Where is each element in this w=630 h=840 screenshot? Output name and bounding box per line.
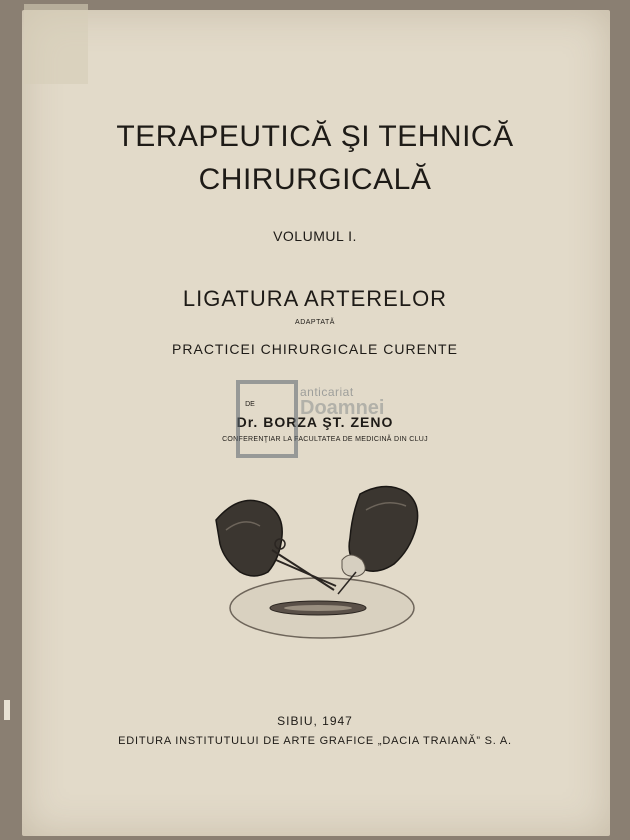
author-position: CONFERENŢIAR LA FACULTATEA DE MEDICINĂ DIN CLUJ <box>222 436 428 443</box>
adapted-label: ADAPTATĂ <box>295 319 335 326</box>
by-label: DE <box>245 401 255 408</box>
city-year: SIBIU, 1947 <box>277 714 353 728</box>
left-hand <box>216 500 282 576</box>
volume-label: VOLUMUL I. <box>273 228 357 244</box>
title-line-1: TERAPEUTICĂ ŞI TEHNICĂ <box>116 120 514 153</box>
surgical-illustration <box>210 480 430 650</box>
publisher: EDITURA INSTITUTULUI DE ARTE GRAFICE „DACIA TRAIANĂ” S. A. <box>118 735 512 747</box>
watermark-line-1: anticariat <box>300 385 354 399</box>
practice-subtitle: PRACTICEI CHIRURGICALE CURENTE <box>172 341 458 357</box>
paper-stain <box>24 4 88 84</box>
title-line-2: CHIRURGICALĂ <box>198 163 432 196</box>
watermark-logo <box>236 380 298 458</box>
author-name: Dr. BORZA ŞT. ZENO <box>236 414 394 430</box>
watermark-line-2: Doamnei <box>300 397 385 419</box>
subject-title: LIGATURA ARTERELOR <box>182 286 448 311</box>
